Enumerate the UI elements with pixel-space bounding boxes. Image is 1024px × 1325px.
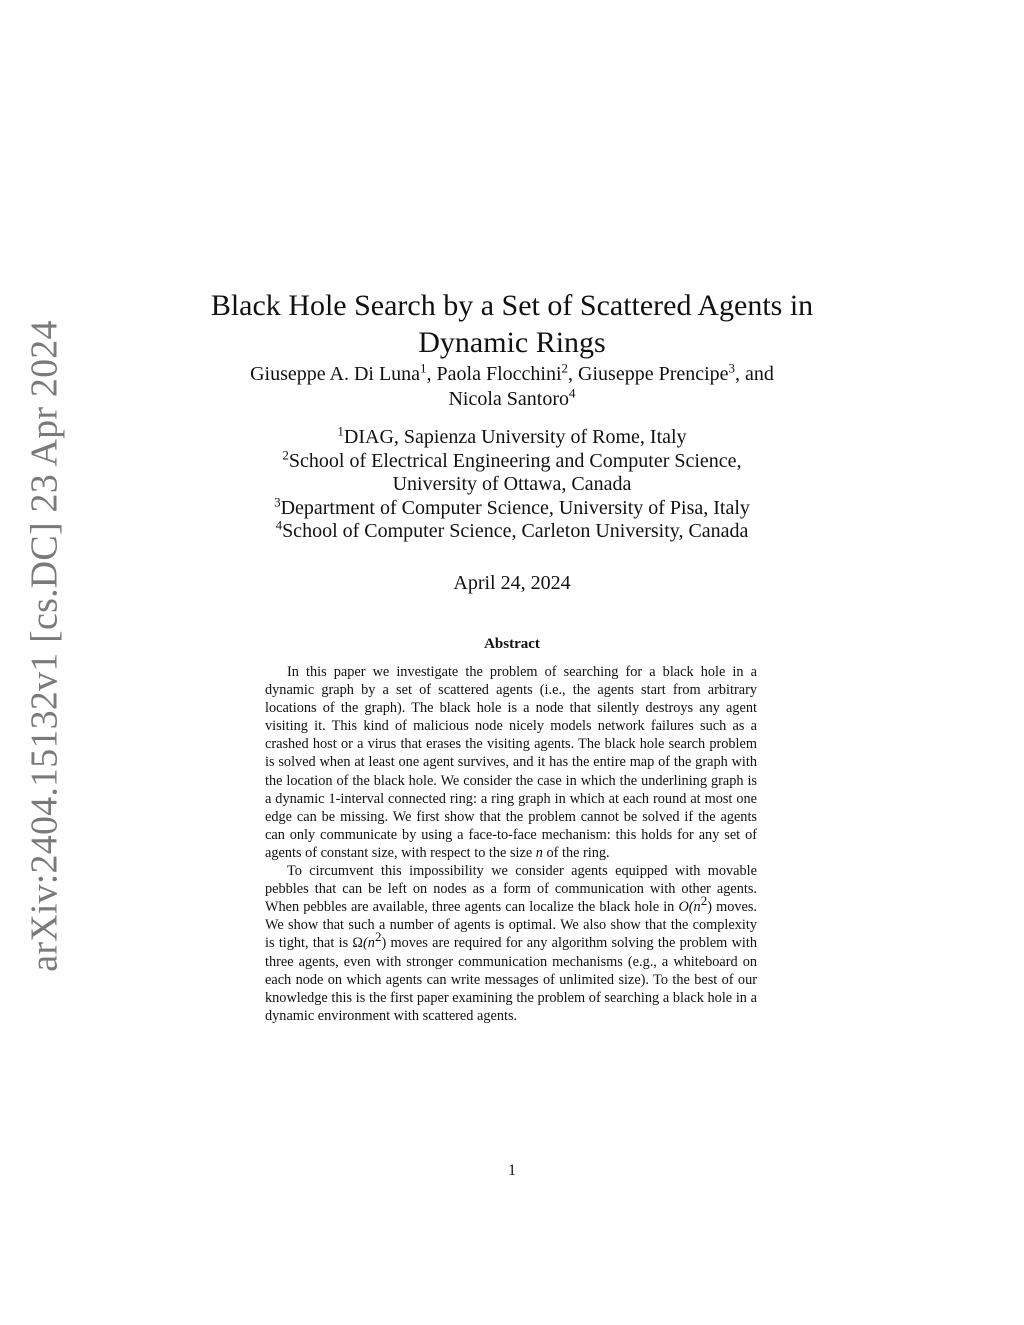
abstract-body [265, 663, 757, 1025]
page-number: 1 [508, 1162, 516, 1179]
affiliation-text: School of Electrical Engineering and Computer Science, [288, 449, 742, 472]
abstract-text: In this paper we investigate the problem of searching for a black hole in a dynamic graph by a set of scattered agents (i.e., the agents start from arbitrary locations of the graph). The black hole is a node that silently destroys any agent visiting it. This kind of malicious node nicely models network failures such as a crashed host or a virus that erases the visiting agents. The black hole search problem is solved when at least one agent survives, and it has the entire map of the graph with the location of the black hole. We consider the case in which the underlining graph is a dynamic 1-interval connected ring: a ring graph in which at each round at most one edge can be missing. We first show that the problem cannot be solved if the agents can only communicate by using a face-to-face mechanism: this holds for any set of agents of constant size, with respect to the size [265, 664, 757, 861]
affiliation-4 [200, 517, 824, 544]
author-name: Giuseppe A. Di Luna [250, 363, 421, 385]
author-affil-mark: 2 [561, 360, 569, 376]
author-name: , Paola Flocchini [426, 363, 562, 385]
affiliation-text: Department of Computer Science, University of Pisa, Italy [280, 496, 750, 519]
author-conjunction: , and [735, 363, 774, 385]
author-affil-mark: 1 [420, 360, 427, 376]
math-arg: (n [688, 899, 701, 916]
affiliation-list [200, 423, 824, 544]
author-affil-mark: 4 [569, 385, 576, 401]
abstract-text: To circumvent this impossibility we consider agents equipped with movable pebbles that can be left on nodes as a form of communication with other agents. When pebbles are available, three agents can localize the black hole in [265, 863, 757, 916]
affiliation-1 [200, 423, 824, 450]
affiliation-2 [200, 446, 824, 474]
arxiv-stamp-text: arXiv:2404.15132v1 [cs.DC] 23 Apr 2024 [24, 320, 66, 972]
abstract-text: moves. We show that such a number of agents is optimal. We also show that the complexity is tight, that is [265, 899, 757, 952]
affiliation-mark: 2 [282, 446, 289, 462]
title-line-2: Dynamic Rings [418, 326, 606, 360]
affiliation-3 [200, 493, 824, 521]
math-exponent: 2 [374, 929, 382, 945]
math-big-o: O [678, 899, 689, 916]
abstract-text: of the ring. [542, 844, 610, 861]
abstract-heading: Abstract [484, 636, 540, 652]
math-exponent: 2 [700, 893, 708, 909]
math-arg: (n [363, 935, 375, 952]
title-line-1: Black Hole Search by a Set of Scattered Agents in [210, 289, 814, 323]
math-omega: Ω [352, 935, 364, 952]
affiliation-mark: 4 [275, 517, 283, 533]
affiliation-text: DIAG, Sapienza University of Rome, Italy [343, 426, 687, 448]
author-line-1 [200, 362, 824, 387]
abstract-paragraph-2 [265, 862, 757, 1025]
affiliation-text: School of Computer Science, Carleton University, Canada [282, 520, 749, 542]
author-affil-mark: 3 [728, 360, 736, 376]
abstract-text: moves are required for any algorithm solving the problem with three agents, even with stronger communication mechanisms (e.g., a whiteboard on each node on which agents can write messages of unlimited size). To the best of our knowledge this is the first paper examining the problem of searching a black hole in a dynamic environment with scattered agents. [265, 935, 757, 1024]
math-close: ) [381, 935, 387, 952]
arxiv-identifier-stamp [0, 320, 90, 972]
author-name: , Giuseppe Prencipe [568, 363, 729, 385]
affiliation-mark: 3 [274, 493, 281, 509]
paper-title [200, 287, 824, 361]
author-name: Nicola Santoro [448, 388, 570, 410]
math-close: ) [707, 899, 712, 916]
affiliation-2-continued: University of Ottawa, Canada [392, 473, 632, 495]
abstract-paragraph-1 [265, 663, 757, 862]
math-variable: n [535, 844, 543, 861]
affiliation-mark: 1 [337, 423, 344, 439]
publication-date: April 24, 2024 [453, 572, 571, 594]
author-list [200, 362, 824, 412]
author-line-2 [200, 387, 824, 412]
